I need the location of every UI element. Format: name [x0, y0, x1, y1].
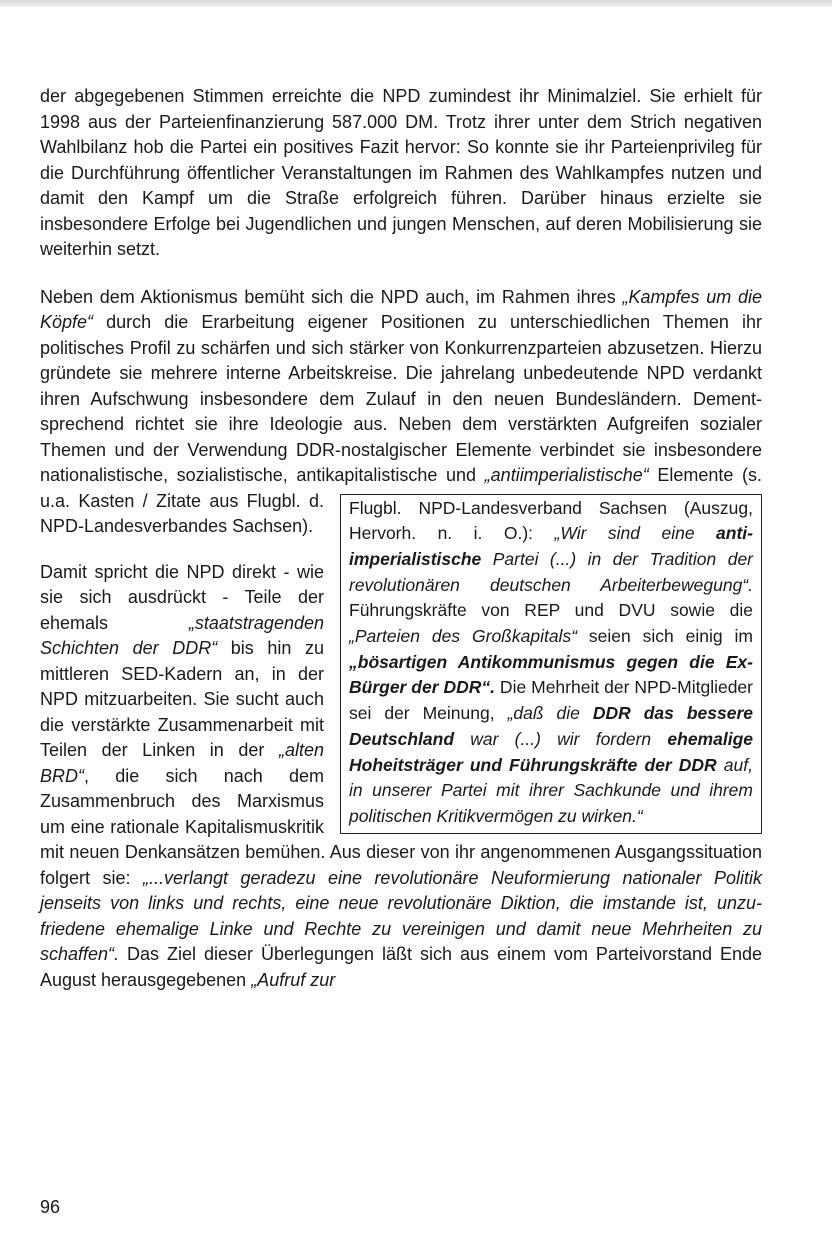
paragraph-gap: [40, 263, 762, 285]
paragraph-3-italic-1: „staatstragenden Schichten der DDR“: [40, 612, 324, 658]
page-number: 96: [40, 1197, 61, 1217]
paragraph-3-italic-3: „...verlangt geradezu eine revolutionäre Neuformierung nationaler Politik jenseits von links und rechts, eine neue revolutionäre Diktion, die imstande ist, unzufriedene ehemalige Linke und Rechte zu vereinigen und damit neue Mehrheiten zu schaffen“.: [40, 867, 762, 964]
quote-box-source: Flugbl. NPD-Landesverband Sachsen (Auszug, Hervorh. n. i. O.):: [349, 497, 753, 544]
quote-box-bold-2: „bösartigen Antikommunismus gegen die Ex-Bürger der DDR“.: [349, 651, 753, 698]
quote-box: [340, 494, 762, 834]
paragraph-2-italic-2: „antiimperialistische“: [484, 465, 649, 485]
paragraph-2-text-b: durch die Erarbeitung eigener Positionen zu unterschiedlichen Themen ihr politisches Profil zu schärfen und sich stärker von Konkurrenzparteien abzusetzen. Hierzu gründete sie mehrere interne Arbeitskreise. Die jahrelang unbedeutende NPD verdankt ihren Aufschwung insbesondere dem Zulauf in den neuen Bundesländern. Dementsprechend richtet sie ihre Ideologie aus. Neben dem verstärkten Aufgreifen sozialer Themen und der Verwendung DDR-nostalgischer Elemente verbindet sie insbesondere nationalistische, sozialistische, antikapitalistische und: [40, 312, 762, 485]
paragraph-3-italic-2: „alten BRD“: [40, 740, 324, 786]
paragraph-3-text-c: , die sich nach dem Zusammenbruch des Marxismus um eine rationale Kapitalismuskritik mit neuen Denkansätzen bemühen. Aus dieser von ihr angenommenen Ausgangssituation folgert sie:: [40, 765, 762, 888]
quote-box-italic-2: Partei (...) in der Tradition der revolutionären deutschen Arbeiterbewegung“.: [349, 548, 753, 595]
quote-box-italic-3: „Parteien des Großkapitals“: [349, 626, 578, 647]
quote-box-text-2: Führungskräfte von REP und DVU sowie die: [349, 600, 753, 621]
document-page: [40, 84, 762, 993]
page-top-edge: [0, 0, 832, 7]
quote-box-bold-1: antiimperialistische: [349, 523, 753, 569]
quote-box-italic-5: war (...) wir fordern: [454, 728, 668, 749]
quote-kampf-um-die-koepfe: „Kampfes um die Köpfe“: [40, 286, 762, 332]
paragraph-2-text-a: Neben dem Aktionismus bemüht sich die NPD auch, im Rahmen ihres: [40, 286, 623, 307]
quote-box-text-3: seien sich einig im: [577, 626, 753, 647]
paragraph-1: [40, 84, 762, 263]
quote-box-italic-6: auf, in unserer Partei mit ihrer Sachkunde und ihrem politischen Kritikvermögen zu wirken.“: [349, 754, 753, 826]
paragraph-3-italic-4: „Aufruf zur: [251, 969, 336, 990]
paragraph-3-text-a: Damit spricht die NPD direkt - wie sie sich ausdrückt - Teile der ehemals: [40, 561, 324, 633]
paragraph-3-text-b: bis hin zu mittleren SED-Kadern an, in der NPD mitzuarbeiten. Sie sucht auch die verstärkte Zusammenarbeit mit Teilen der Linken in der: [40, 638, 324, 760]
paragraph-1-text: der abgegebenen Stimmen erreichte die NPD zumindest ihr Minimalziel. Sie erhielt für 1998 aus der Parteienfinanzierung 587.000 DM. Trotz ihrer unter dem Strich negativen Wahlbilanz hob die Partei ein positives Fazit hervor: So konnte sie ihr Parteienprivileg für die Durchführung öffentlicher Veranstaltungen im Rahmen des Wahlkampfes nutzen und damit den Kampf um die Straße erfolgreich führen. Darüber hinaus erzielte sie insbesondere Erfolge bei Jugendlichen und jungen Menschen, auf deren Mobilisierung sie weiterhin setzt.: [40, 86, 762, 259]
quote-box-bold-4: ehemalige Hoheitsträger und Führungskräfte der DDR: [349, 728, 753, 775]
quote-box-text-4: Die Mehrheit der NPD-Mitglieder sei der Meinung,: [349, 677, 753, 724]
paragraph-2-text-c: Elemente (s. u.a. Kasten / Zitate aus Flugbl. d. NPD-Landesverbandes Sachsen).: [40, 465, 762, 536]
quote-box-italic-1: „Wir sind eine: [554, 523, 717, 544]
quote-box-bold-3: DDR das bessere Deutschland: [349, 703, 753, 749]
quote-box-italic-4: „daß die: [507, 703, 593, 724]
paragraph-3-text-d: Das Ziel dieser Überlegungen läßt sich aus einem vom Parteivorstand Ende August herausgegebenen: [40, 944, 762, 990]
paragraph-2: [40, 285, 762, 994]
